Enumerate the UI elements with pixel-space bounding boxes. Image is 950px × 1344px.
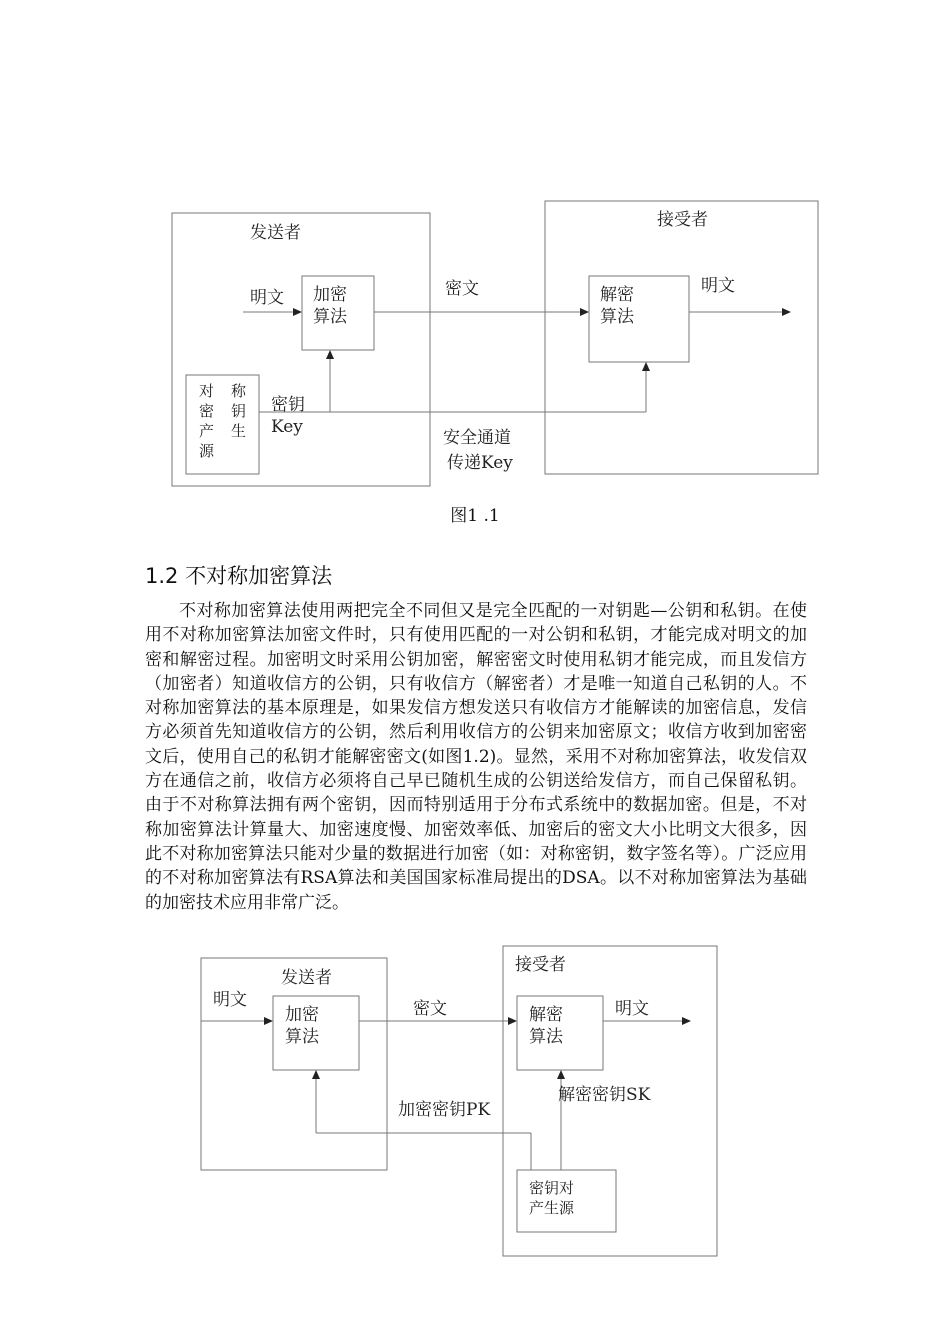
ciphertext-arrow-2 [508,1017,517,1025]
sender-box-2 [201,958,387,1170]
key-label-line2: Key [271,417,303,437]
sender-title: 发送者 [250,223,301,243]
decrypt-box-line1: 解密 [600,285,634,305]
plaintext-in-arrow-2 [264,1017,273,1025]
plaintext-in-arrow [293,308,302,316]
plaintext-out-label: 明文 [701,276,735,296]
ciphertext-label: 密文 [445,279,479,299]
encrypt-box-2-line1: 加密 [285,1005,319,1025]
section-paragraph: 不对称加密算法使用两把完全不同但又是完全匹配的一对钥匙—公钥和私钥。在使用不对称加密算法加密文件时，只有使用匹配的一对公钥和私钥，才能完成对明文的加密和解密过程。加密明文时采用公钥加密，解密密文时使用私钥才能完成，而且发信方（加密者）知道收信方的公钥，只有收信方（解密者）才是唯一知道自己私钥的人。不对称加密算法的基本原理是，如果发信方想发送只有收信方才能解读的加密信息，发信方必须首先知道收信方的公钥，然后利用收信方的公钥来加密原文；收信方收到加密密文后，使用自己的私钥才能解密密文(如图1.2)。显然，采用不对称加密算法，收发信双方在通信之前，收信方必须将自己早已随机生成的公钥送给发信方，而自己保留私钥。由于不对称算法拥有两个密钥，因而特别适用于分布式系统中的数据加密。但是，不对称加密算法计算量大、加密速度慢、加密效率低、加密后的密文大小比明文大很多，因此不对称加密算法只能对少量的数据进行加密（如：对称密钥，数字签名等）。广泛应用的不对称加密算法有RSA算法和美国国家标准局提出的DSA。以不对称加密算法为基础的加密技术应用非常广泛。 [145,601,807,913]
keygen-char-2: 称 [231,382,247,400]
ciphertext-label-2: 密文 [413,999,447,1019]
keygen-char-5: 产 [199,422,215,440]
keypair-gen-box [517,1170,616,1232]
decrypt-box-2 [517,996,603,1070]
public-key-label: 加密密钥PK [398,1100,491,1120]
keypair-box-line2: 产生源 [529,1199,575,1217]
keygen-char-7: 源 [199,442,215,460]
decrypt-box-2-line1: 解密 [529,1005,563,1025]
receiver-box-2 [503,946,717,1256]
figure-1-diagram [0,0,950,500]
private-key-arrow [557,1070,565,1079]
figure-1-caption: 图1 .1 [450,506,500,526]
decrypt-box-line2: 算法 [600,307,634,327]
keygen-char-6: 生 [231,422,247,440]
sender-title-2: 发送者 [281,968,332,988]
keygen-char-3: 密 [199,402,215,420]
key-arrow-encrypt [326,350,334,359]
ciphertext-arrow [580,308,589,316]
secure-channel-line1: 安全通道 [443,428,511,448]
private-key-label: 解密密钥SK [558,1085,651,1105]
receiver-title: 接受者 [657,210,708,230]
encrypt-box-line2: 算法 [313,307,347,327]
key-label-line1: 密钥 [271,395,305,415]
encrypt-box-2-line2: 算法 [285,1027,319,1047]
secure-channel-line2: 传递Key [447,453,513,473]
plaintext-out-arrow-2 [682,1017,691,1025]
receiver-box [545,201,818,474]
plaintext-in-label: 明文 [250,288,284,308]
keygen-char-4: 钥 [231,402,247,420]
symmetric-keygen-box [186,375,259,474]
decrypt-box-2-line2: 算法 [529,1027,563,1047]
section-heading: 1.2 不对称加密算法 [145,564,333,588]
key-arrow-decrypt [642,362,650,371]
plaintext-out-arrow [782,308,791,316]
plaintext-in-label-2: 明文 [213,990,247,1010]
encrypt-box-2 [273,996,359,1070]
receiver-title-2: 接受者 [515,955,566,975]
encrypt-box-line1: 加密 [313,285,347,305]
plaintext-out-label-2: 明文 [615,999,649,1019]
keygen-char-1: 对 [199,382,215,400]
public-key-arrow [312,1070,320,1079]
keypair-box-line1: 密钥对 [529,1179,575,1197]
